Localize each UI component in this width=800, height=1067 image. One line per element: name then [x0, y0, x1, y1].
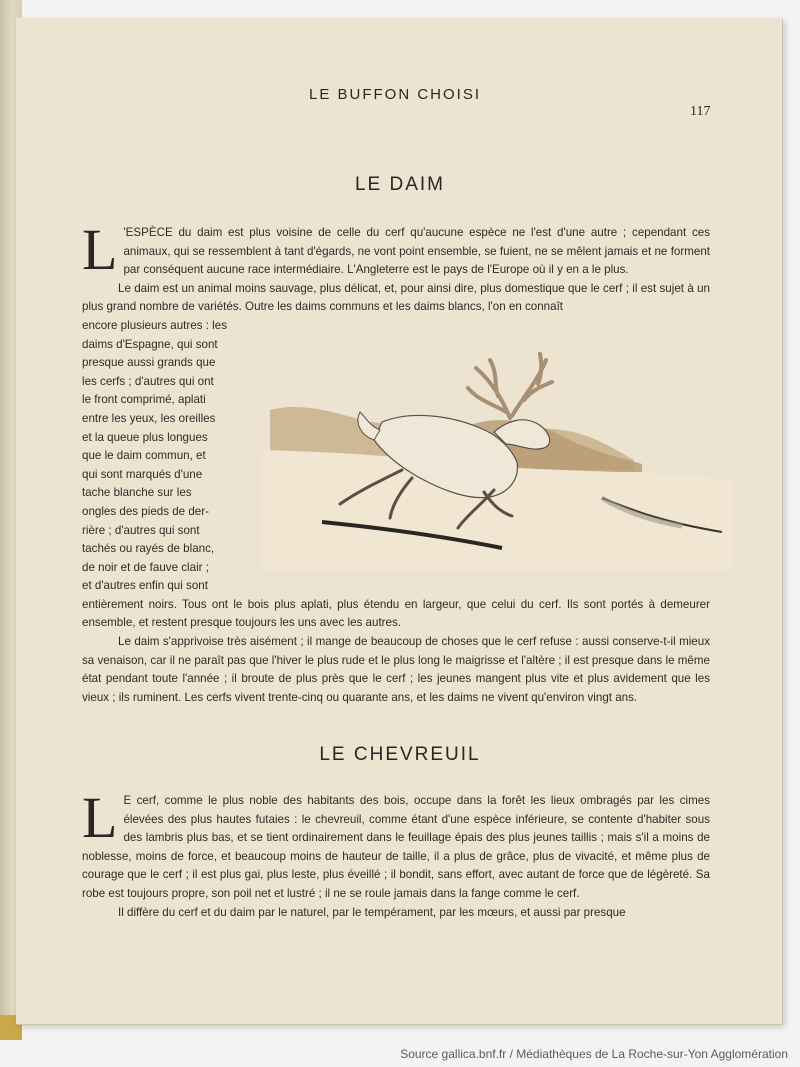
chevreuil-text — [82, 785, 710, 922]
wrap-line: ongles des pieds de der- — [82, 504, 209, 518]
source-credit: Source gallica.bnf.fr / Médiathèques de La Roche-sur-Yon Agglomération — [400, 1047, 788, 1061]
wrap-line: le front comprimé, aplati — [82, 393, 206, 407]
wrap-line: tachés ou rayés de blanc, — [82, 542, 215, 556]
chevreuil-paragraph-1 — [82, 785, 710, 904]
wrap-line: et la queue plus longues — [82, 430, 208, 444]
wrap-line: encore plusieurs autres : les — [82, 318, 227, 332]
daim-paragraph-2: Le daim est un animal moins sauvage, plus délicat, et, pour ainsi dire, plus domestique que le cerf ; il est sujet à un plus grand nombre de variétés. Outre les daims communs et les daims blancs, l'on en connaît — [82, 281, 710, 314]
wrap-line: et d'autres enfin qui sont — [82, 579, 208, 593]
wrap-line: qui sont marqués d'une — [82, 467, 203, 481]
wrap-line: les cerfs ; d'autres qui ont — [82, 374, 214, 388]
drop-cap: L — [82, 217, 118, 282]
section-title-chevreuil: LE CHEVREUIL — [319, 744, 481, 765]
daim-paragraph-1-text: 'ESPÈCE du daim est plus voisine de celle du cerf qu'aucune espèce ne l'est d'une autre ; cependant ces animaux, qui se ressemblent à tant d'égards, ne vont point ensemble, se fuient, ne se mêlent jamais et ne forment par conséquent aucune race intermédiaire. L'Angleterre est le pays de l'Europe où il y en a le plus. — [123, 226, 710, 277]
wrap-line: daims d'Espagne, qui sont — [82, 337, 218, 351]
daim-wrapped-column — [82, 317, 234, 596]
wrap-line: que le daim commun, et — [82, 449, 206, 463]
wrap-line: entre les yeux, les oreilles — [82, 411, 216, 425]
daim-paragraph-3: Le daim s'apprivoise très aisément ; il mange de beaucoup de choses que le cerf refuse : aussi conserve-t-il mieux sa venaison, car il ne paraît pas que l'hiver le plus rude et le plus long le maigrisse et l'altère ; il est presque dans le même état pendant toute l'année ; il broute de plus près que le cerf ; les jeunes mangent plus vite et plus avidement que les vieux ; ils ruminent. Les cerfs vivent trente-cinq ou quarante ans, et les daims ne vivent qu'environ vingt ans. — [82, 635, 710, 704]
daim-paragraph-2-continued: entièrement noirs. Tous ont le bois plus aplati, plus étendu en largeur, que celui du cerf. Ils sont portés à demeurer ensemble, et restent presque toujours les uns avec les autres. — [82, 597, 710, 630]
wrap-line: presque aussi grands que — [82, 356, 216, 370]
section-title-daim: LE DAIM — [354, 174, 446, 195]
fallow-deer-illustration — [262, 340, 732, 570]
wrap-line: de noir et de fauve clair ; — [82, 560, 209, 574]
page-number: 117 — [690, 104, 711, 119]
daim-paragraph-1 — [82, 217, 710, 282]
chevreuil-paragraph-2: Il diffère du cerf et du daim par le naturel, par le tempérament, par les mœurs, et aussi par presque — [118, 905, 626, 919]
wrap-line: rière ; d'autres qui sont — [82, 523, 200, 537]
drop-cap: L — [82, 785, 118, 850]
wrap-line: tache blanche sur les — [82, 486, 192, 500]
chevreuil-paragraph-1-text: E cerf, comme le plus noble des habitants des bois, occupe dans la forêt les lieux ombragés par les cimes élevées des plus hautes futaies : le chevreuil, comme étant d'une espèce inférieure, se contente d'habiter sous des lambris plus bas, et se tient ordinairement dans le feuillage épais des plus jeunes taillis ; mais s'il a moins de noblesse, moins de force, et beaucoup moins de hauteur de taille, il a plus de grâce, plus de vivacité, et même plus de courage que le cerf ; il est plus gai, plus leste, plus éveillé ; il bondit, sans effort, avec autant de force que de légèreté. Sa robe est toujours propre, son poil net et lustré ; il ne se roule jamais dans la fange comme le cerf. — [82, 794, 710, 900]
running-title: LE BUFFON CHOISI — [308, 86, 482, 103]
